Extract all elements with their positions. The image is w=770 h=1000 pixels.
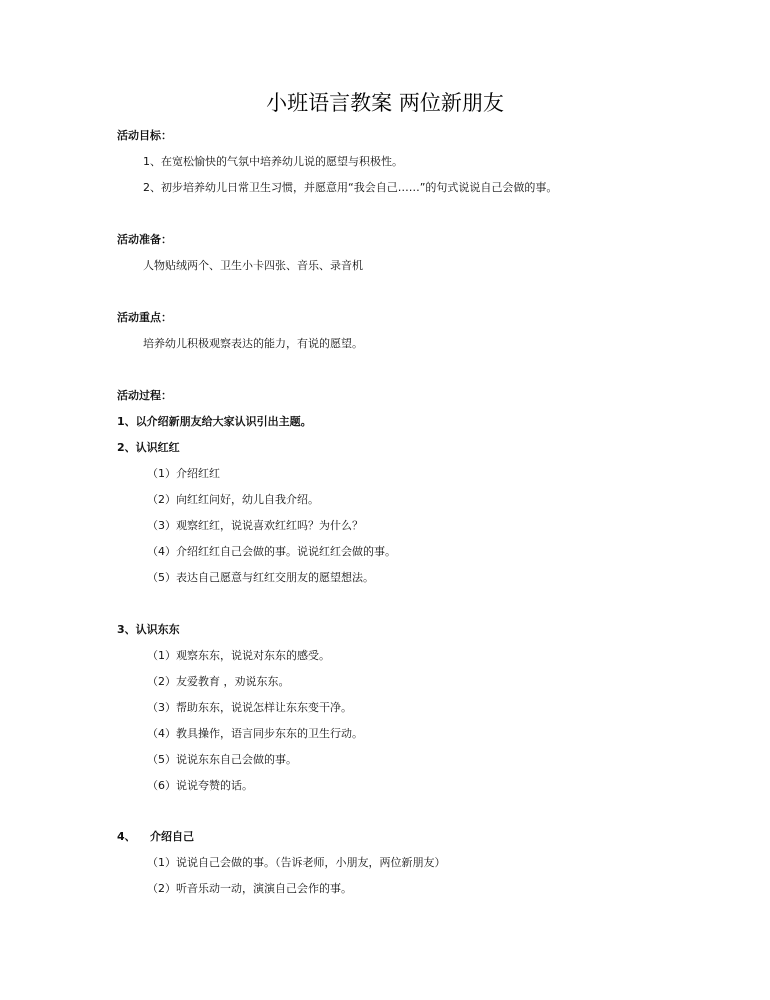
goal-item: 1、在宽松愉快的气氛中培养幼儿说的愿望与积极性。	[143, 155, 403, 168]
list-item: （3）观察红红，说说喜欢红红吗？为什么？	[147, 519, 363, 532]
list-item: （2）友爱教育 ，劝说东东。	[147, 675, 290, 688]
process-step-3-heading: 3、认识东东	[117, 623, 180, 636]
list-item: （4）介绍红红自己会做的事。说说红红会做的事。	[147, 545, 396, 558]
list-item: （3）帮助东东，说说怎样让东东变干净。	[147, 701, 352, 714]
list-item: （6）说说夸赞的话。	[147, 779, 253, 792]
process-step-1: 1、以介绍新朋友给大家认识引出主题。	[117, 415, 312, 428]
list-item: （5）表达自己愿意与红红交朋友的愿望想法。	[147, 571, 374, 584]
list-item: （2）向红红问好，幼儿自我介绍。	[147, 493, 319, 506]
list-item: （5）说说东东自己会做的事。	[147, 753, 297, 766]
focus-text: 培养幼儿积极观察表达的能力，有说的愿望。	[143, 337, 363, 350]
process-step-4-label: 介绍自己	[150, 830, 194, 843]
list-item: （1）观察东东，说说对东东的感受。	[147, 649, 330, 662]
prep-heading: 活动准备：	[117, 233, 172, 246]
process-step-2-heading: 2、认识红红	[117, 441, 180, 454]
goal-item: 2、初步培养幼儿日常卫生习惯，并愿意用“我会自己……”的句式说说自己会做的事。	[143, 181, 558, 194]
focus-heading: 活动重点：	[117, 311, 172, 324]
process-heading: 活动过程：	[117, 389, 172, 402]
list-item: （2）听音乐动一动，演演自己会作的事。	[147, 882, 352, 895]
prep-text: 人物贴绒两个、卫生小卡四张、音乐、录音机	[143, 259, 363, 272]
goals-heading: 活动目标：	[117, 129, 172, 142]
list-item: （4）教具操作，语言同步东东的卫生行动。	[147, 727, 363, 740]
document-title: 小班语言教案 两位新朋友	[266, 91, 504, 115]
list-item: （1）说说自己会做的事。（告诉老师，小朋友，两位新朋友）	[147, 856, 446, 869]
list-item: （1）介绍红红	[147, 467, 220, 480]
process-step-4-number: 4、	[117, 830, 136, 843]
